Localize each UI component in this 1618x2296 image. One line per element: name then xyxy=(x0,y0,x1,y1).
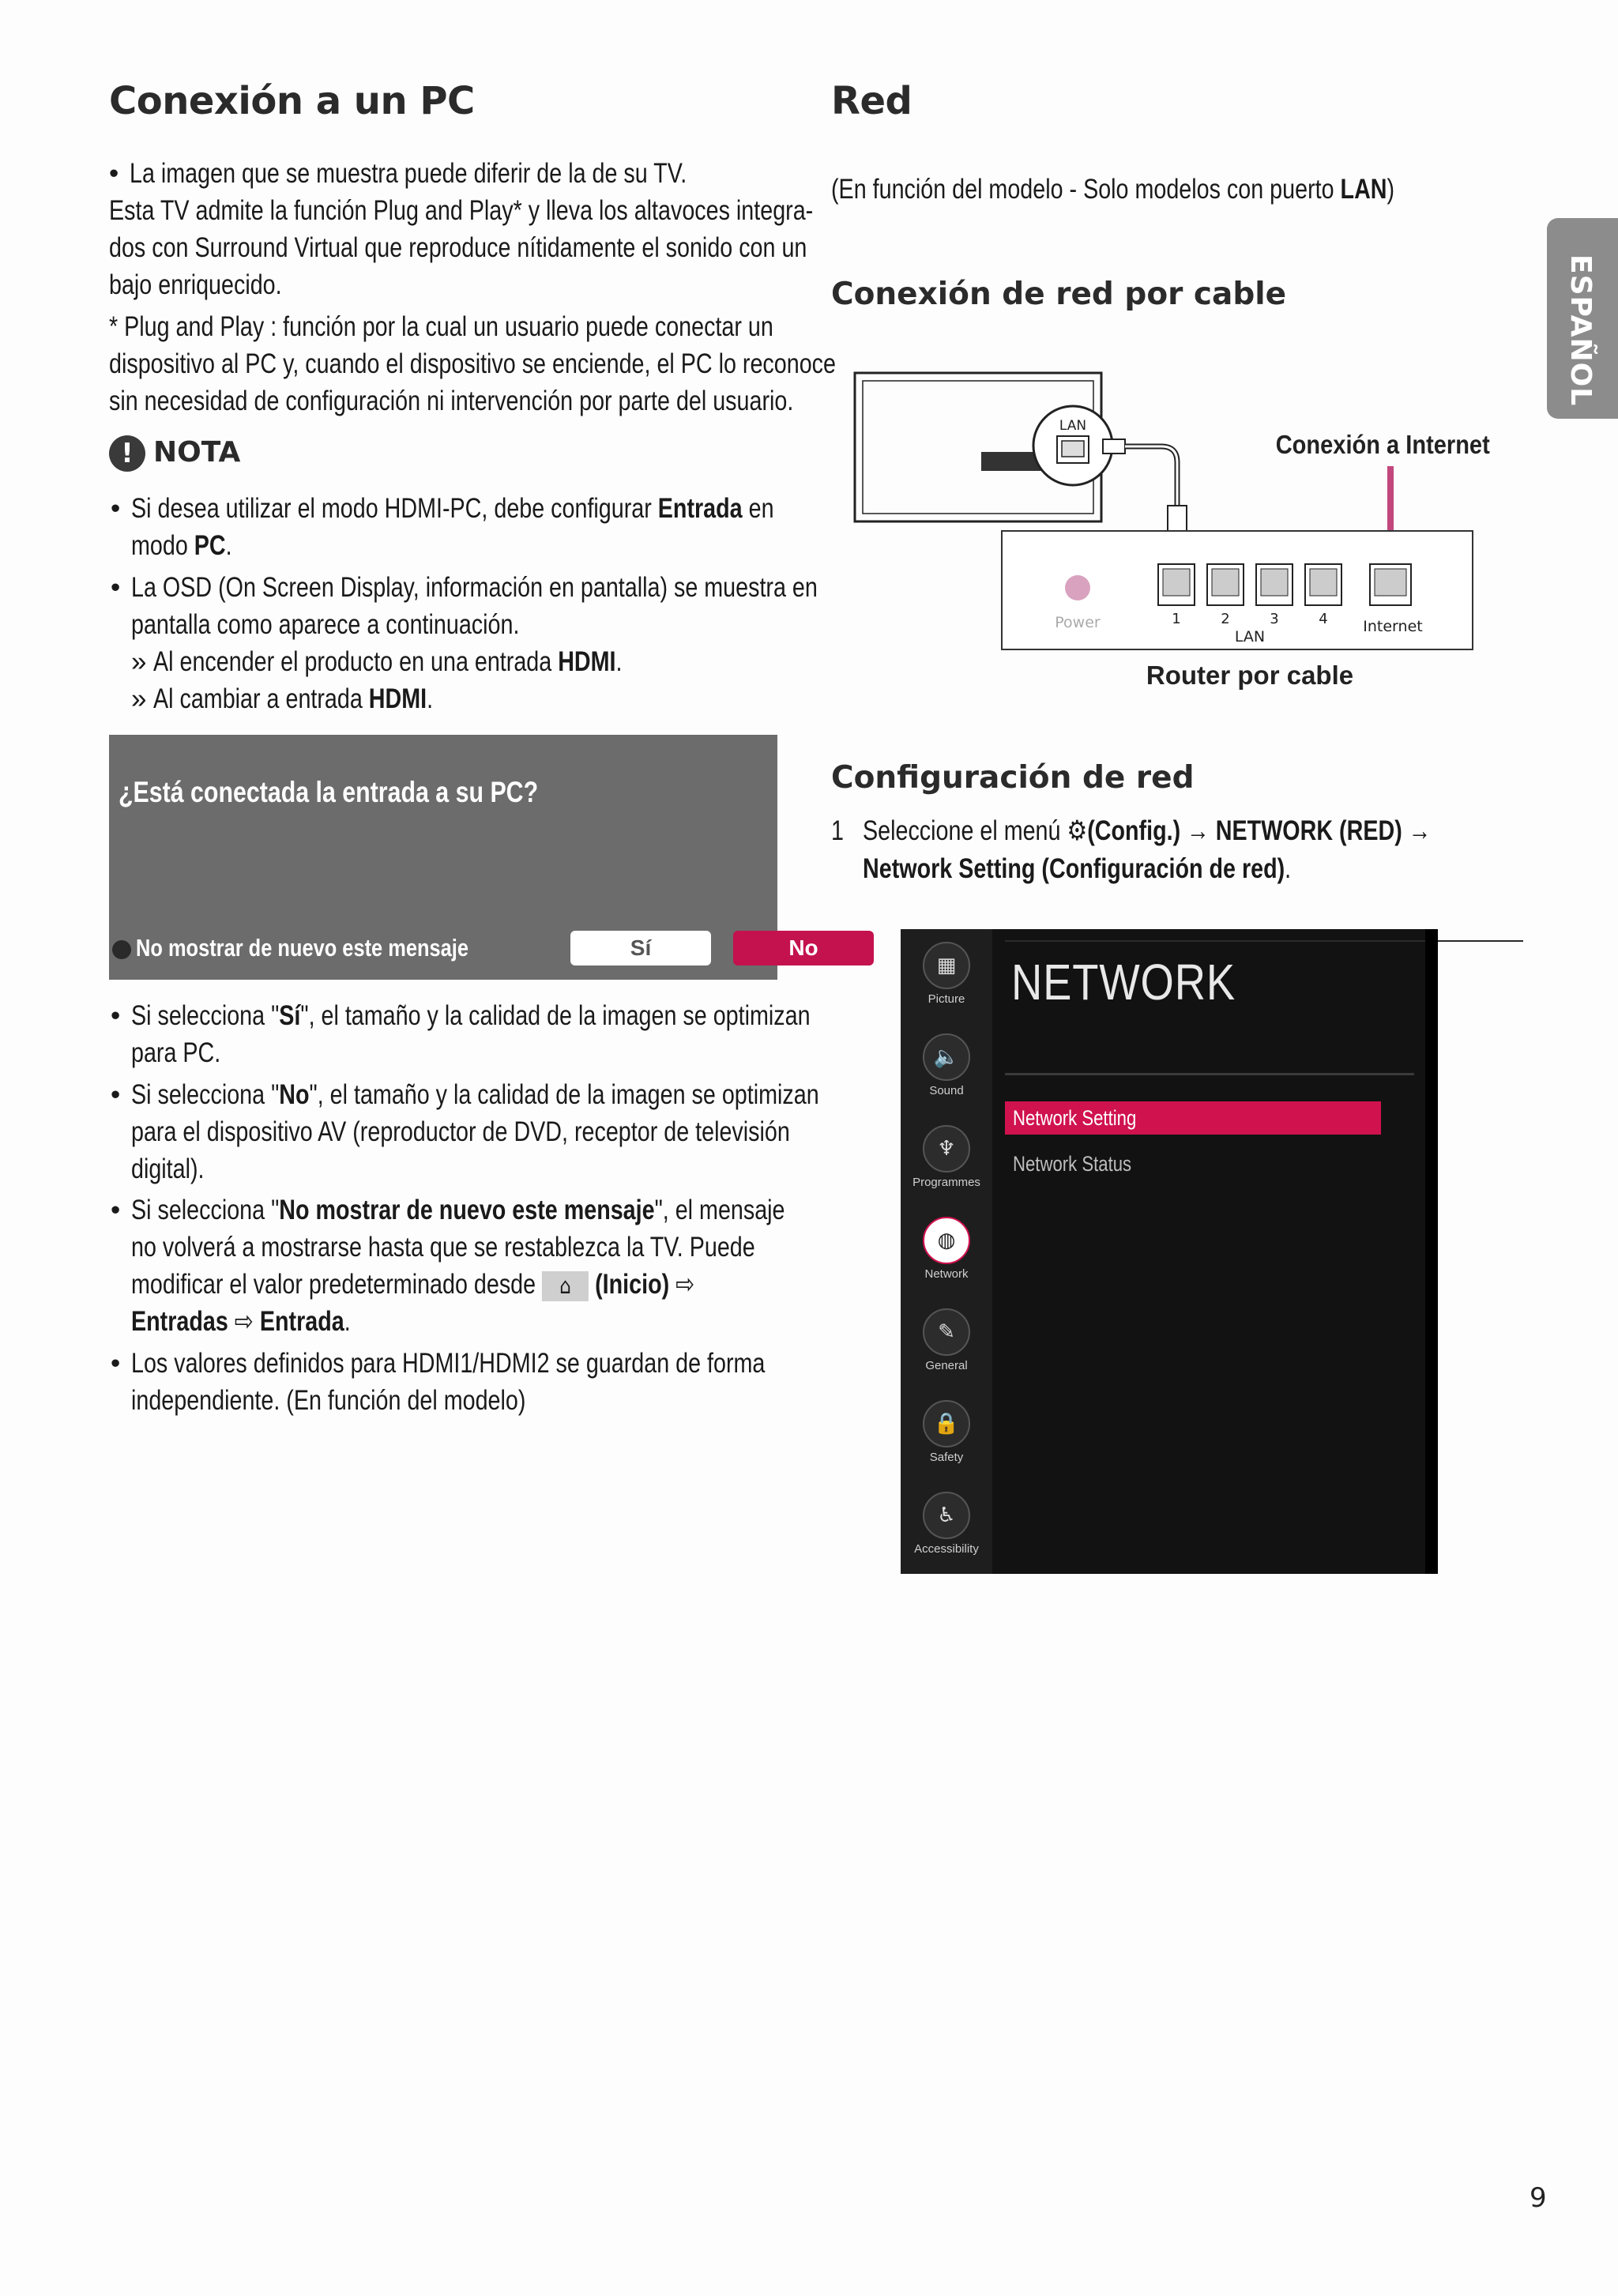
exclamation-icon: ! xyxy=(109,435,145,472)
speaker-icon: 🔈 xyxy=(923,1033,970,1081)
antenna-icon: ♆ xyxy=(923,1125,970,1172)
bullet-hdmi-values: Los valores definidos para HDMI1/HDMI2 se guardan de forma independiente. (En función del modelo) xyxy=(131,1348,766,1416)
note-sub-switch: Al cambiar a entrada HDMI. xyxy=(153,683,434,714)
note-sub-power-on: Al encender el producto en una entrada HDMI. xyxy=(153,646,623,677)
plug-and-play-footnote: * Plug and Play : función por la cual un usuario puede conectar un dispositivo al PC y, cuando el dispositivo se enciende, el PC lo reconoce sin necesidad de configuración ni intervención por parte del usuario. xyxy=(109,311,836,416)
lan-ports-label: LAN xyxy=(1234,628,1266,646)
step-instruction: Seleccione el menú ⚙(Config.) → NETWORK (RED) → Network Setting (Configuración de red). xyxy=(863,815,1432,884)
section-title-red: Red xyxy=(831,79,912,123)
globe-icon: ◍ xyxy=(923,1217,970,1264)
internet-connection-title: Conexión a Internet xyxy=(1275,430,1490,460)
note-hdmi-pc: Si desea utilizar el modo HDMI-PC, debe configurar Entrada en modo PC. xyxy=(131,493,774,561)
wired-network-title: Conexión de red por cable xyxy=(831,277,1287,312)
model-note: (En función del modelo - Solo modelos con puerto LAN) xyxy=(831,174,1395,205)
bullet-yes: Si selecciona "Sí", el tamaño y la calidad de la imagen se optimizan para PC. xyxy=(131,1000,811,1068)
menu-network[interactable]: ◍ Network xyxy=(901,1217,992,1281)
menu-programmes[interactable]: ♆ Programmes xyxy=(901,1125,992,1189)
arrow-icon: ⇨ xyxy=(234,1306,254,1337)
tv-scrollbar xyxy=(1425,929,1438,1574)
tv-settings-sidebar xyxy=(901,929,992,1574)
dont-show-label: No mostrar de nuevo este mensaje xyxy=(136,934,469,962)
no-button[interactable]: No xyxy=(733,931,874,965)
intro-text: Esta TV admite la función Plug and Play* y lleva los altavoces integra- dos con Surround Virtual que reproduce nítidamente el sonido con un bajo enriquecido. xyxy=(109,195,814,300)
yes-button[interactable]: Sí xyxy=(570,931,711,965)
pc-input-dialog xyxy=(109,735,818,980)
power-led xyxy=(1065,575,1090,600)
tv-settings-screen xyxy=(901,929,1438,1574)
port-1-label: 1 xyxy=(1172,611,1181,627)
internet-port-label: Internet xyxy=(1363,618,1423,635)
port-4-label: 4 xyxy=(1319,611,1328,627)
title-divider xyxy=(1005,1073,1414,1075)
note-osd: La OSD (On Screen Display, información en pantalla) se muestra en pantalla como aparece a continuación. xyxy=(131,572,818,640)
lock-icon: 🔒 xyxy=(923,1400,970,1447)
menu-general[interactable]: ✎ General xyxy=(901,1308,992,1372)
dont-show-checkbox[interactable] xyxy=(112,940,131,959)
arrow-icon: ⇨ xyxy=(675,1269,695,1300)
menu-picture[interactable]: ▦ Picture xyxy=(901,942,992,1006)
tv-screen-title: NETWORK xyxy=(1011,954,1236,1011)
home-icon: ⌂ xyxy=(542,1271,589,1301)
port-3-label: 3 xyxy=(1270,611,1279,627)
wired-network-diagram xyxy=(845,363,1493,703)
network-status-option[interactable]: Network Status xyxy=(1013,1152,1132,1176)
step-number: 1 xyxy=(831,815,844,846)
language-tab: ESPAÑOL xyxy=(1547,218,1618,419)
nota-label: NOTA xyxy=(153,436,241,469)
dialog-question: ¿Está conectada la entrada a su PC? xyxy=(119,776,539,808)
picture-icon: ▦ xyxy=(923,942,970,989)
section-title-pc: Conexión a un PC xyxy=(109,79,475,123)
menu-sound[interactable]: 🔈 Sound xyxy=(901,1033,992,1097)
menu-accessibility[interactable]: ♿ Accessibility xyxy=(901,1492,992,1556)
bullet-no: Si selecciona "No", el tamaño y la calidad de la imagen se optimizan para el dispositivo AV (reproductor de DVD, receptor de televisión digital). xyxy=(131,1079,819,1184)
menu-safety[interactable]: 🔒 Safety xyxy=(901,1400,992,1464)
lan-port-label: LAN xyxy=(1059,418,1087,434)
bullet-dont-show: Si selecciona "No mostrar de nuevo este mensaje", el mensaje no volverá a mostrarse hasta que se restablezca la TV. Puede modificar el valor predeterminado desde ⌂ (Inicio) ⇨ Entradas ⇨ Entrada. xyxy=(131,1195,785,1337)
router-caption: Router por cable xyxy=(1146,661,1354,690)
network-config-title: Configuración de red xyxy=(831,760,1195,796)
wrench-icon: ✎ xyxy=(923,1308,970,1356)
gear-icon: ⚙ xyxy=(1067,815,1088,847)
intro-bullet: La imagen que se muestra puede diferir de la de su TV. xyxy=(130,158,687,189)
port-2-label: 2 xyxy=(1221,611,1230,627)
network-setting-option[interactable]: Network Setting xyxy=(1005,1101,1381,1135)
accessibility-icon: ♿ xyxy=(923,1492,970,1539)
page-number: 9 xyxy=(1530,2182,1547,2214)
power-label: Power xyxy=(1055,614,1101,631)
